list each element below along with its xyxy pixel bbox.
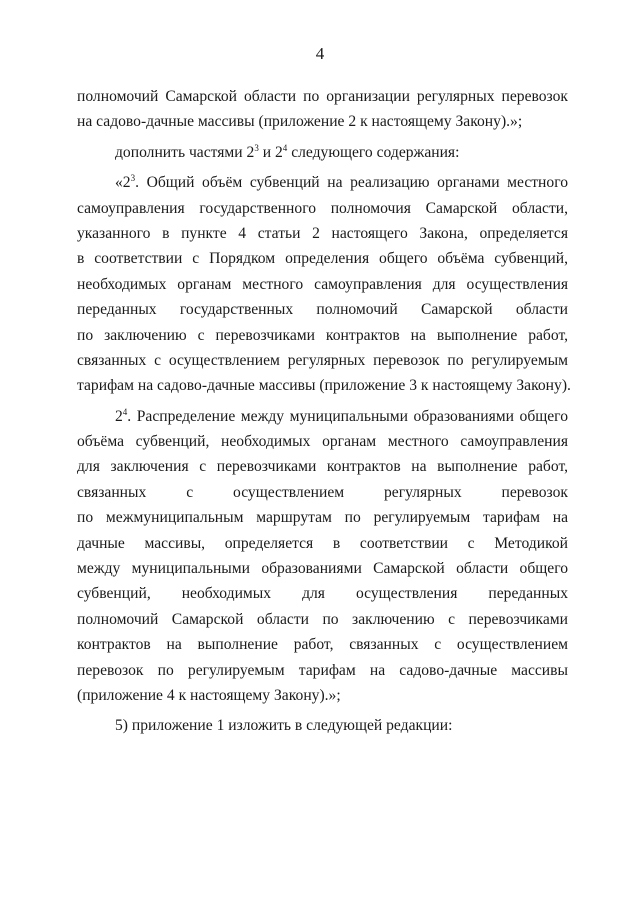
text-line [77,170,568,195]
superscript: 3 [254,142,259,153]
text-segment: полномочий Самарской области по заключению с перевозчиками [77,610,568,628]
text-segment: связанных с осуществлением регулярных перевозок [77,483,568,501]
text-segment: тарифам на садово-дачные массивы (приложение 3 к настоящему Закону). [77,377,571,395]
text-line [77,683,568,708]
text-segment: дополнить частями 2 [115,143,255,161]
text-segment: по межмуниципальным маршрутам по регулируемым тарифам на [77,509,568,527]
text-line [77,713,568,738]
text-segment: полномочий Самарской области по организации регулярных перевозок [77,88,568,105]
text-line [77,140,568,165]
text-segment: между муниципальными образованиями Самарской области общего [77,560,568,578]
text-segment: . Общий объём субвенций на реализацию органами местного [135,174,568,192]
text-segment: перевозок по регулируемым тарифам на садово-дачные массивы [77,661,568,679]
text-line [77,221,568,246]
text-line [77,581,568,606]
text-line [77,272,568,297]
paragraph [77,404,568,709]
text-segment: по заключению с перевозчиками контрактов на выполнение работ, [77,326,568,344]
text-segment: следующего содержания: [287,143,460,161]
text-line [77,454,568,479]
text-line [77,323,568,348]
text-line [77,607,568,632]
text-line [77,297,568,322]
text-line [77,531,568,556]
text-segment: для заключения с перевозчиками контрактов на выполнение работ, [77,458,568,476]
text-segment: связанных с осуществлением регулярных перевозок по регулируемым [77,351,568,369]
superscript: 3 [130,173,136,184]
paragraph [77,170,571,399]
text-line [77,480,568,505]
text-segment: дачные массивы, определяется в соответствии с Методикой [77,534,568,552]
text-segment: переданных государственных полномочий Самарской области [77,301,568,319]
paragraph [77,713,568,738]
text-line [77,196,568,221]
superscript: 4 [122,406,128,417]
paragraph [77,84,568,135]
text-segment: контрактов на выполнение работ, связанных с осуществлением [77,636,568,654]
text-segment: 2 [115,407,123,425]
text-line [77,246,568,271]
text-line [77,348,568,373]
text-segment: в соответствии с Порядком определения общего объёма субвенций, [77,250,568,268]
paragraph [77,140,568,165]
text-segment: (приложение 4 к настоящему Закону).»; [77,686,341,704]
text-line [77,84,568,109]
text-line [77,658,568,683]
document-body [77,84,571,744]
text-segment: указанного в пункте 4 статьи 2 настоящего Закона, определяется [77,224,568,242]
text-line [77,429,568,454]
text-segment: необходимых органам местного самоуправления для осуществления [77,275,568,293]
text-line [77,505,568,530]
text-line [77,109,568,134]
text-line [77,373,571,398]
text-segment: самоуправления государственного полномочия Самарской области, [77,199,568,217]
text-segment: 5) приложение 1 изложить в следующей редакции: [115,717,453,735]
text-segment: объёма субвенций, необходимых органам местного самоуправления [77,433,568,451]
text-line [77,404,568,429]
text-line [77,632,568,657]
text-line [77,556,568,581]
superscript: 4 [282,142,288,153]
text-segment: на садово-дачные массивы (приложение 2 к настоящему Закону).»; [77,113,523,131]
text-segment: «2 [115,174,131,192]
text-segment: и 2 [258,143,283,161]
text-segment: субвенций, необходимых для осуществления переданных [77,585,568,603]
text-segment: . Распределение между муниципальными образованиями общего [127,407,568,425]
page-number: 4 [315,44,325,63]
